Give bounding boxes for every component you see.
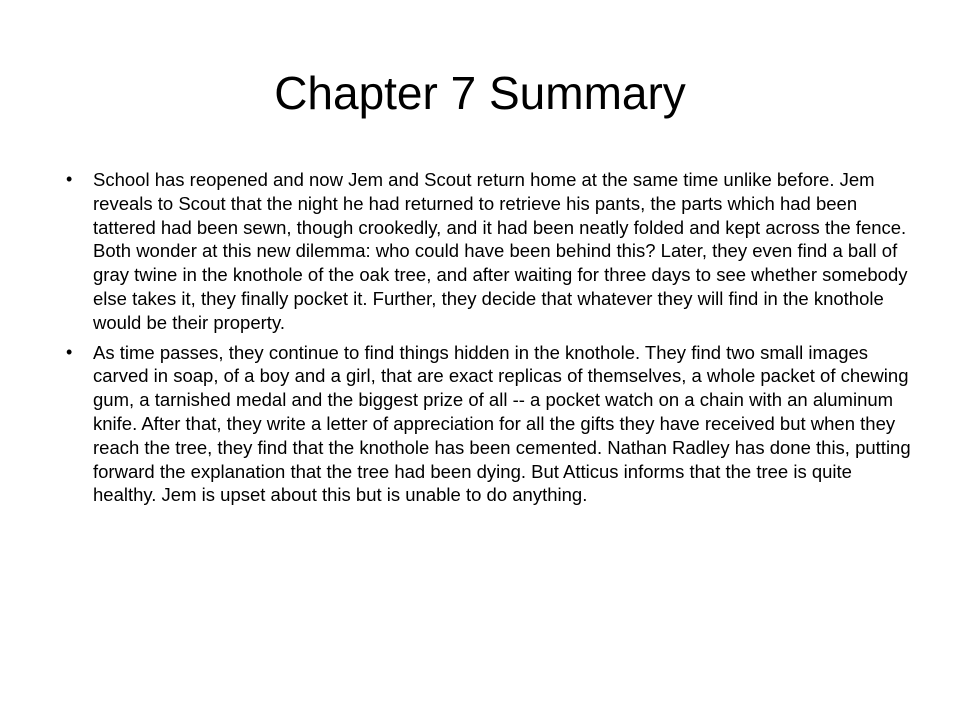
bullet-item	[66, 341, 912, 508]
bullet-list	[66, 168, 912, 513]
bullet-icon: •	[66, 341, 73, 362]
bullet-text: As time passes, they continue to find things hidden in the knothole. They find two small images carved in soap, of a boy and a girl, that are exact replicas of themselves, a whole packet of chewing gum, a tarnished medal and the biggest prize of all -- a pocket watch on a chain with an aluminum knife. After that, they write a letter of appreciation for all the gifts they have received but when they reach the tree, they find that the knothole has been cemented. Nathan Radley has done this, putting forward the explanation that the tree had been dying. But Atticus informs that the tree is quite healthy. Jem is upset about this but is unable to do anything.	[93, 341, 911, 506]
bullet-item	[66, 168, 912, 335]
bullet-text: School has reopened and now Jem and Scout return home at the same time unlike before. Jem reveals to Scout that the night he had returned to retrieve his pants, the parts which had been tattered had been sewn, though crookedly, and it had been neatly folded and kept across the fence. Both wonder at this new dilemma: who could have been behind this? Later, they even find a ball of gray twine in the knothole of the oak tree, and after waiting for three days to see whether somebody else takes it, they finally pocket it. Further, they decide that whatever they will find in the knothole would be their property.	[93, 169, 908, 333]
bullet-icon: •	[66, 169, 73, 189]
slide-title: Chapter 7 Summary	[274, 67, 686, 119]
